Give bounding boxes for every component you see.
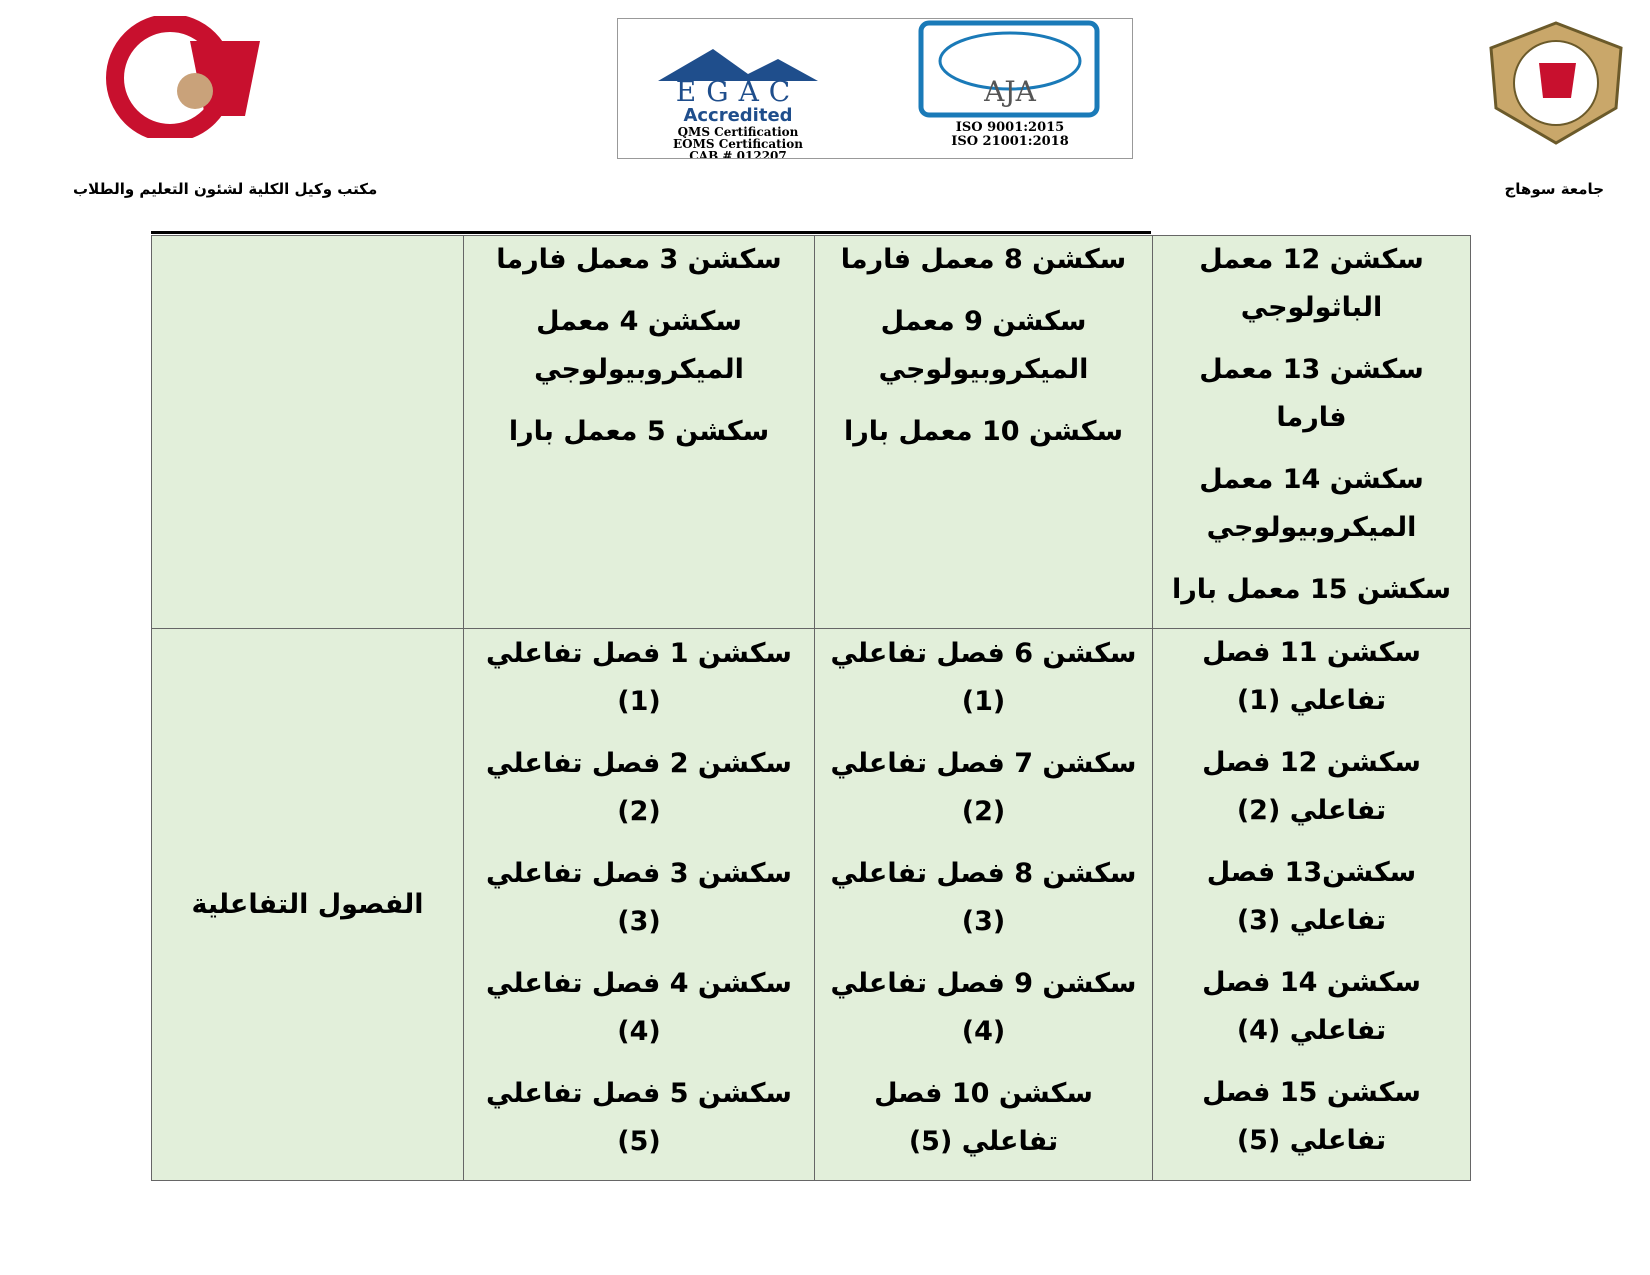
svg-text:ISO 9001:2015: ISO 9001:2015 [955, 120, 1065, 135]
sohag-university-logo [1481, 18, 1631, 148]
svg-text:ISO 21001:2018: ISO 21001:2018 [951, 134, 1069, 149]
interactive-classes-label: الفصول التفاعلية [152, 629, 464, 1181]
cell-r1-c1: سكشن 12 معمل الباثولوجي سكشن 13 معمل فارما سكشن 14 معمل الميكروبيولوجي سكشن 15 معمل بارا [1153, 236, 1471, 629]
svg-text:Accredited: Accredited [683, 105, 793, 126]
table-row-labs [152, 236, 1471, 629]
svg-text:EGAC: EGAC [675, 75, 801, 108]
svg-text:CAB # 012207: CAB # 012207 [689, 149, 787, 158]
cell-r1-c3: سكشن 3 معمل فارما سكشن 4 معمل الميكروبيولوجي سكشن 5 معمل بارا [464, 236, 815, 629]
egac-aja-logos [618, 19, 1132, 158]
svg-text:EOMS Certification: EOMS Certification [673, 137, 803, 151]
svg-text:QMS Certification: QMS Certification [677, 125, 799, 139]
cell-r1-label [152, 236, 464, 629]
cell-r2-c3: سكشن 1 فصل تفاعلي (1) سكشن 2 فصل تفاعلي (2) سكشن 3 فصل تفاعلي (3) سكشن 4 فصل تفاعلي (4) سكشن 5 فصل تفاعلي (5) [464, 629, 815, 1181]
top-rule [151, 231, 1151, 234]
svg-text:AJA: AJA [984, 75, 1036, 108]
office-name: مكتب وكيل الكلية لشئون التعليم والطلاب [73, 180, 378, 198]
cell-r1-c2: سكشن 8 معمل فارما سكشن 9 معمل الميكروبيولوجي سكشن 10 معمل بارا [815, 236, 1153, 629]
university-name: جامعة سوهاج [1504, 180, 1604, 198]
cell-r2-c1: سكشن 11 فصل تفاعلي (1) سكشن 12 فصل تفاعلي (2) سكشن13 فصل تفاعلي (3) سكشن 14 فصل تفاعلي (4) سكشن 15 فصل تفاعلي (5) [1153, 629, 1471, 1181]
faculty-of-medicine-logo [95, 16, 265, 138]
accreditation-logos [617, 18, 1133, 159]
table-row-interactive [152, 629, 1471, 1181]
schedule-table [151, 235, 1471, 1181]
cell-r2-c2: سكشن 6 فصل تفاعلي (1) سكشن 7 فصل تفاعلي (2) سكشن 8 فصل تفاعلي (3) سكشن 9 فصل تفاعلي (4) سكشن 10 فصل تفاعلي (5) [815, 629, 1153, 1181]
